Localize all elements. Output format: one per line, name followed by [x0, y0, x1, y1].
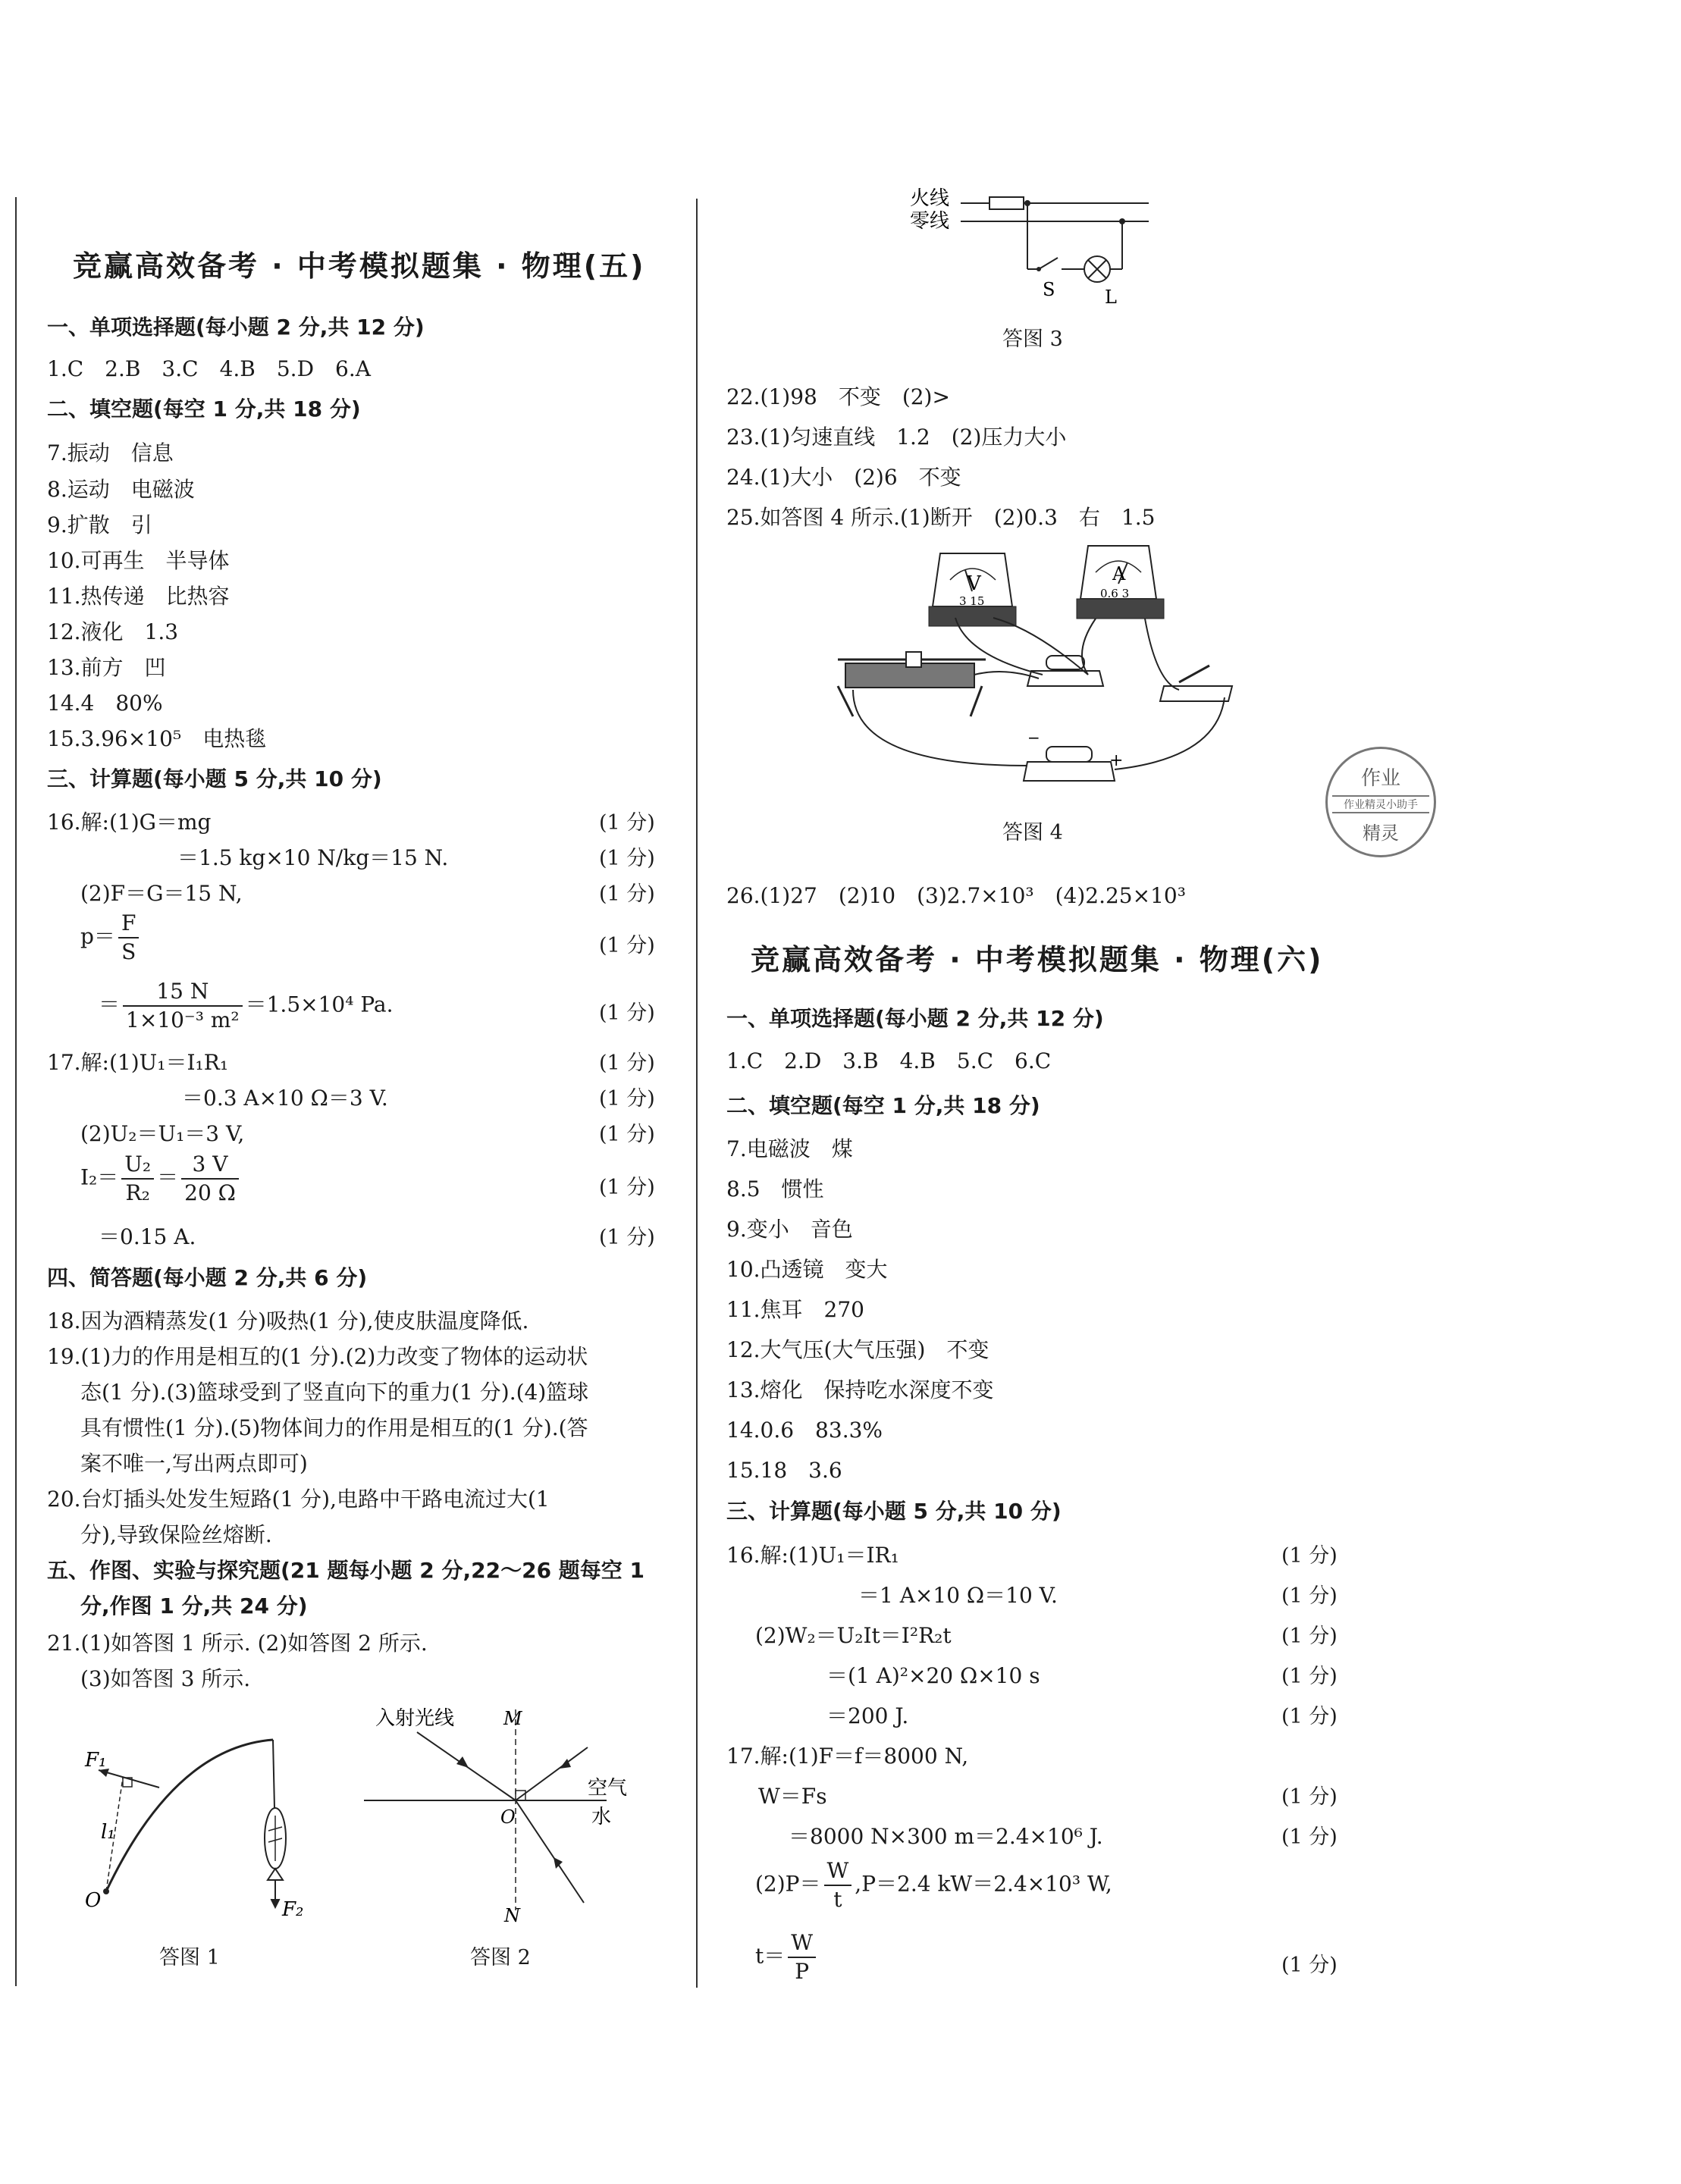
answer-line: 15.3.96×10⁵ 电热毯 [47, 726, 267, 751]
label-f1: F₁ [85, 1749, 107, 1772]
fraction [123, 978, 243, 1034]
answer-line: 22.(1)98 不变 (2)> [726, 384, 950, 409]
figure-circuit [906, 182, 1164, 311]
label-m: M [503, 1708, 522, 1729]
calc-text: ,P＝2.4 kW＝2.4×10³ W, [855, 1871, 1112, 1897]
answer-line: 具有惯性(1 分).(5)物体间力的作用是相互的(1 分).(答 [80, 1415, 588, 1440]
stamp-text: 作业 [1360, 767, 1400, 790]
section-heading: 一、单项选择题(每小题 2 分,共 12 分) [726, 1006, 1104, 1031]
answer-line: 10.凸透镜 变大 [726, 1257, 888, 1282]
label-incident: 入射光线 [375, 1707, 455, 1730]
score-mark: (1 分) [1281, 1825, 1338, 1849]
ammeter-scale: 0.6 3 [1100, 587, 1130, 600]
score-mark: (1 分) [599, 847, 655, 870]
answer-line: 13.熔化 保持吃水深度不变 [726, 1377, 994, 1402]
score-mark: (1 分) [1281, 1625, 1338, 1648]
label-live-wire: 火线 [910, 187, 950, 210]
answer-line: 态(1 分).(3)篮球受到了竖直向下的重力(1 分).(4)篮球 [80, 1380, 589, 1405]
calc-line: W＝Fs [758, 1784, 827, 1809]
answer-line: 1.C 2.B 3.C 4.B 5.D 6.A [47, 356, 371, 381]
answer-line: 26.(1)27 (2)10 (3)2.7×10³ (4)2.25×10³ [726, 883, 1186, 908]
calc-text: ＝ [157, 1164, 179, 1190]
figure-caption: 答图 1 [159, 1946, 220, 1969]
label-o: O [85, 1889, 102, 1912]
numerator: U₂ [121, 1151, 154, 1180]
denominator: t [833, 1887, 842, 1912]
answer-line: 1.C 2.D 3.B 4.B 5.C 6.C [726, 1048, 1052, 1073]
section-heading: 三、计算题(每小题 5 分,共 10 分) [47, 766, 382, 791]
column-divider [696, 199, 698, 1988]
label-f2: F₂ [282, 1898, 304, 1921]
numerator: 15 N [123, 978, 243, 1007]
calc-fraction-line [755, 1929, 819, 1985]
calc-fraction-line [99, 978, 394, 1034]
denominator: R₂ [125, 1180, 150, 1205]
label-switch: S [1043, 279, 1055, 300]
answer-line: 12.液化 1.3 [47, 619, 179, 644]
answer-line: 9.扩散 引 [47, 512, 152, 537]
calc-line: ＝1.5 kg×10 N/kg＝15 N. [177, 845, 449, 870]
calc-line: (2)U₂＝U₁＝3 V, [80, 1121, 245, 1146]
answer-line: 19.(1)力的作用是相互的(1 分).(2)力改变了物体的运动状 [47, 1344, 588, 1369]
figure-caption: 答图 2 [470, 1946, 531, 1969]
denominator: S [121, 939, 136, 964]
answer-line: 20.台灯插头处发生短路(1 分),电路中干路电流过大(1 [47, 1487, 550, 1512]
calc-text: t＝ [755, 1943, 786, 1969]
answer-line: (3)如答图 3 所示. [80, 1666, 251, 1691]
answer-line: 14.4 80% [47, 691, 163, 716]
fraction [118, 910, 139, 966]
score-mark: (1 分) [599, 811, 655, 835]
battery-plus: + [1109, 751, 1124, 770]
calc-line: 17.解:(1)F＝f＝8000 N, [726, 1744, 969, 1769]
score-mark: (1 分) [599, 1226, 655, 1249]
score-mark: (1 分) [599, 1176, 655, 1199]
label-o: O [500, 1806, 516, 1828]
score-mark: (1 分) [1281, 1544, 1338, 1568]
score-mark: (1 分) [599, 1087, 655, 1111]
numerator: W [824, 1857, 852, 1886]
answer-line: 23.(1)匀速直线 1.2 (2)压力大小 [726, 425, 1067, 450]
fraction [824, 1857, 852, 1913]
calc-text: ＝ [99, 992, 121, 1017]
section-heading: 分,作图 1 分,共 24 分) [80, 1593, 308, 1618]
answer-line: 10.可再生 半导体 [47, 548, 230, 573]
calc-line: ＝200 J. [826, 1703, 909, 1728]
figure-lever [76, 1717, 326, 1922]
label-l1: l₁ [101, 1821, 115, 1844]
label-voltmeter: V [967, 572, 981, 595]
answer-line: 7.振动 信息 [47, 440, 174, 465]
section-heading: 二、填空题(每空 1 分,共 18 分) [726, 1093, 1040, 1118]
score-mark: (1 分) [599, 934, 655, 957]
numerator: F [118, 910, 139, 938]
answer-line: 7.电磁波 煤 [726, 1136, 853, 1161]
stamp-seal [1325, 747, 1436, 857]
calc-line: ＝0.3 A×10 Ω＝3 V. [182, 1086, 388, 1111]
label-water: 水 [591, 1806, 612, 1828]
denominator: 1×10⁻³ m² [126, 1007, 240, 1032]
score-mark: (1 分) [1281, 1584, 1338, 1608]
section-heading: 三、计算题(每小题 5 分,共 10 分) [726, 1499, 1062, 1524]
fraction [181, 1151, 239, 1207]
answer-line: 11.热传递 比热容 [47, 584, 230, 609]
section-heading: 二、填空题(每空 1 分,共 18 分) [47, 396, 361, 421]
answer-line: 24.(1)大小 (2)6 不变 [726, 465, 961, 490]
calc-fraction-line [80, 1151, 242, 1207]
answer-line: 分),导致保险丝熔断. [80, 1522, 272, 1547]
answer-line: 18.因为酒精蒸发(1 分)吸热(1 分),使皮肤温度降低. [47, 1308, 529, 1333]
answer-line: 14.0.6 83.3% [726, 1418, 883, 1443]
calc-text: p＝ [80, 923, 115, 949]
stamp-text: 精灵 [1363, 823, 1399, 844]
score-mark: (1 分) [599, 1123, 655, 1146]
calc-line: (2)F＝G＝15 N, [80, 881, 243, 906]
score-mark: (1 分) [1281, 1665, 1338, 1688]
answer-line: 8.5 惯性 [726, 1177, 824, 1202]
calc-line: ＝(1 A)²×20 Ω×10 s [826, 1663, 1040, 1688]
label-neutral-wire: 零线 [910, 210, 950, 233]
calc-fraction-line [80, 910, 142, 966]
numerator: 3 V [181, 1151, 239, 1180]
battery-minus: − [1027, 729, 1040, 747]
voltmeter-scale: 3 15 [959, 594, 985, 608]
label-lamp: L [1105, 287, 1117, 308]
answer-line: 21.(1)如答图 1 所示. (2)如答图 2 所示. [47, 1631, 428, 1656]
denominator: 20 Ω [184, 1180, 236, 1205]
calc-line: ＝8000 N×300 m＝2.4×10⁶ J. [789, 1824, 1103, 1849]
answer-line: 12.大气压(大气压强) 不变 [726, 1337, 989, 1362]
score-mark: (1 分) [1281, 1785, 1338, 1809]
score-mark: (1 分) [1281, 1954, 1338, 1977]
label-n: N [504, 1905, 520, 1926]
left-margin-rule [15, 197, 17, 1986]
calc-text: (2)P＝ [755, 1871, 821, 1897]
score-mark: (1 分) [599, 882, 655, 906]
calc-line: (2)W₂＝U₂It＝I²R₂t [755, 1623, 952, 1648]
figure-caption: 答图 3 [1002, 327, 1063, 351]
calc-fraction-line [755, 1857, 1112, 1913]
calc-line: 17.解:(1)U₁＝I₁R₁ [47, 1050, 229, 1075]
calc-line: ＝1 A×10 Ω＝10 V. [858, 1583, 1058, 1608]
section-heading: 五、作图、实验与探究题(21 题每小题 2 分,22～26 题每空 1 [47, 1558, 645, 1583]
figure-refraction [364, 1702, 652, 1929]
calc-text: ＝1.5×10⁴ Pa. [245, 992, 394, 1017]
answer-line: 25.如答图 4 所示.(1)断开 (2)0.3 右 1.5 [726, 505, 1156, 530]
denominator: P [795, 1959, 810, 1984]
fraction [788, 1929, 816, 1985]
calc-text: I₂＝ [80, 1164, 119, 1190]
answer-line: 8.运动 电磁波 [47, 477, 195, 502]
calc-line: 16.解:(1)U₁＝IR₁ [726, 1543, 899, 1568]
numerator: W [788, 1929, 816, 1958]
label-ammeter: A [1112, 563, 1126, 584]
fraction [121, 1151, 154, 1207]
figure-experiment [823, 538, 1255, 804]
figure-caption: 答图 4 [1002, 821, 1063, 844]
page-title-left: 竞赢高效备考 · 中考模拟题集 · 物理(五) [73, 249, 646, 283]
page-title-right: 竞赢高效备考 · 中考模拟题集 · 物理(六) [751, 943, 1324, 976]
score-mark: (1 分) [599, 1051, 655, 1075]
stamp-text: 作业精灵小助手 [1332, 795, 1429, 813]
answer-line: 案不唯一,写出两点即可) [80, 1451, 308, 1476]
answer-line: 15.18 3.6 [726, 1458, 842, 1483]
score-mark: (1 分) [1281, 1705, 1338, 1728]
calc-line: 16.解:(1)G＝mg [47, 810, 212, 835]
answer-line: 13.前方 凹 [47, 655, 166, 680]
label-air: 空气 [588, 1777, 628, 1800]
answer-line: 11.焦耳 270 [726, 1297, 864, 1322]
answer-line: 9.变小 音色 [726, 1217, 853, 1242]
section-heading: 四、简答题(每小题 2 分,共 6 分) [47, 1265, 368, 1290]
calc-line: ＝0.15 A. [99, 1224, 196, 1249]
score-mark: (1 分) [599, 1001, 655, 1025]
section-heading: 一、单项选择题(每小题 2 分,共 12 分) [47, 315, 425, 340]
